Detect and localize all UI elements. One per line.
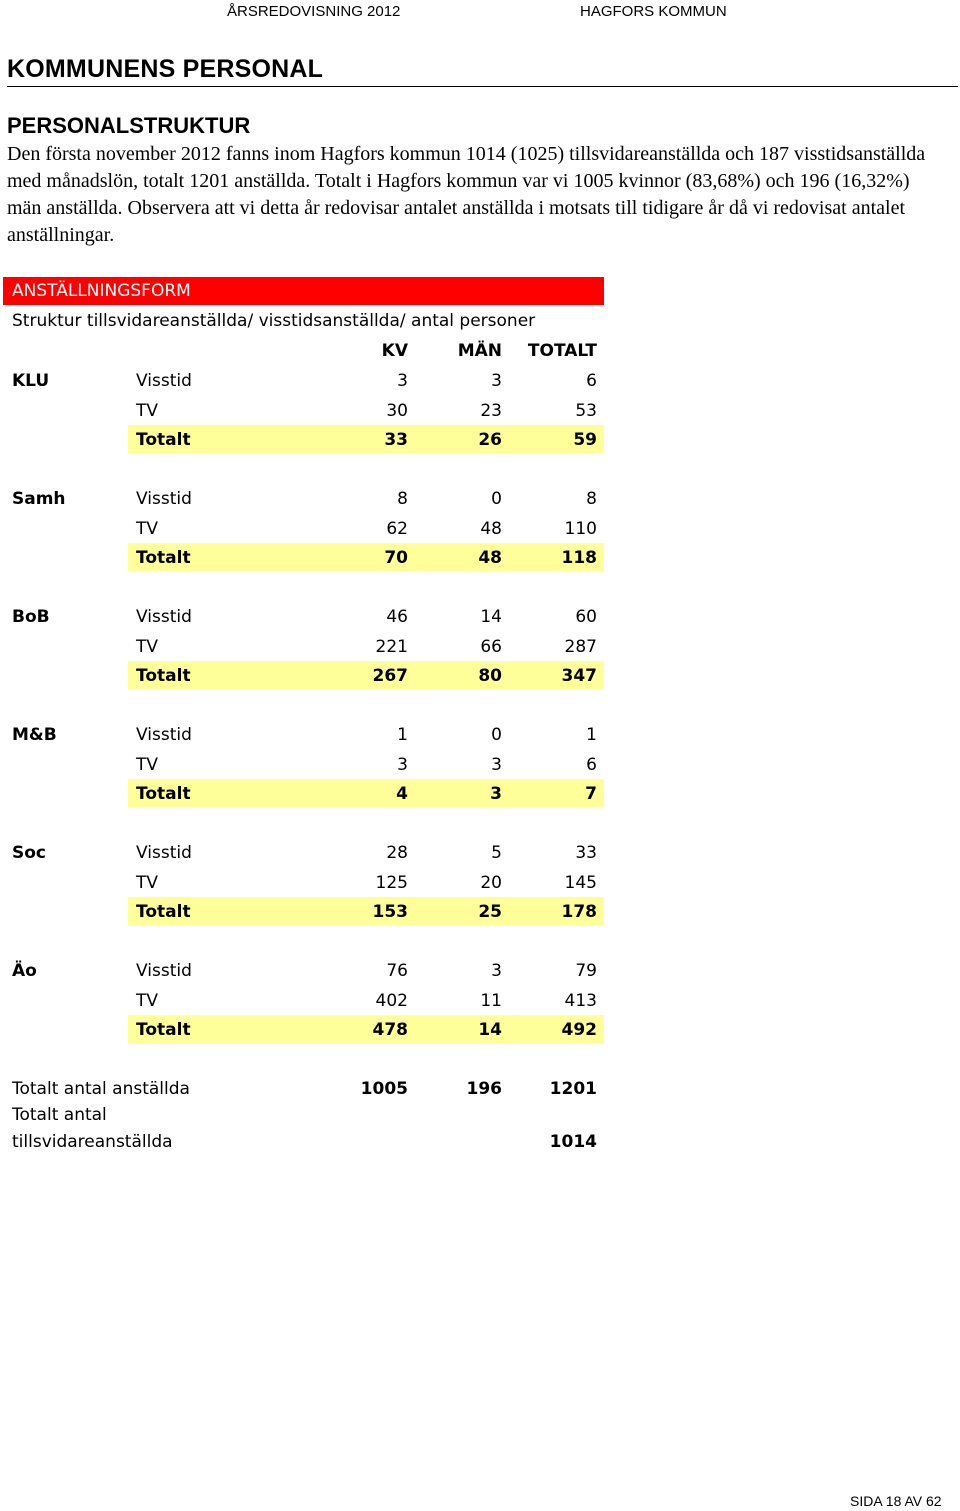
cell-kv: 125 [375,872,408,893]
cell-kv: 46 [386,607,408,627]
row-label: Visstid [136,489,192,509]
summary-tv-total: 1014 [549,1132,597,1152]
cell-man: 5 [491,843,502,863]
cell-man: 48 [478,548,502,568]
cell-total: 1 [586,725,597,745]
cell-kv: 3 [397,754,408,775]
row-label: Visstid [136,607,192,627]
table-subtitle: Struktur tillsvidareanställda/ visstidsanställda/ antal personer [12,311,536,331]
cell-kv: 76 [386,961,408,981]
cell-kv: 62 [386,518,408,539]
cell-total: 6 [586,371,597,391]
cell-man: 80 [478,666,502,686]
column-header: TOTALT [527,341,597,361]
cell-total: 110 [564,518,597,539]
cell-kv: 402 [375,990,408,1011]
cell-kv: 221 [375,636,408,657]
cell-kv: 153 [372,902,408,922]
row-label: Visstid [136,961,192,981]
cell-man: 14 [480,607,502,627]
cell-total: 59 [573,430,597,450]
cell-total: 145 [564,872,597,893]
row-label: TV [136,754,159,775]
cell-total: 79 [575,961,597,981]
page-number: SIDA 18 AV 62 [850,1493,942,1509]
department-label: Soc [12,843,46,863]
summary-tv-label-line1: Totalt antal [12,1105,107,1125]
cell-kv: 33 [384,430,408,450]
cell-total: 347 [561,666,597,686]
summary-total-all: 1201 [549,1079,597,1099]
column-header: MÄN [457,341,502,361]
summary-total-man: 196 [466,1079,502,1099]
cell-total: 178 [561,902,597,922]
cell-kv: 267 [372,666,408,686]
cell-kv: 3 [397,371,408,391]
cell-kv: 1 [397,725,408,745]
cell-total: 60 [575,607,597,627]
row-label: Totalt [136,548,191,568]
row-label: TV [136,872,159,893]
cell-kv: 70 [384,548,408,568]
row-label: Totalt [136,902,191,922]
cell-man: 26 [478,430,502,450]
cell-man: 3 [491,371,502,391]
cell-man: 0 [491,725,502,745]
cell-man: 25 [478,902,502,922]
row-label: TV [136,636,159,657]
cell-man: 3 [491,961,502,981]
cell-kv: 478 [372,1020,408,1040]
summary-tv-label-line2: tillsvidareanställda [12,1132,173,1152]
department-label: Samh [12,489,66,509]
cell-total: 413 [564,990,597,1011]
cell-total: 118 [561,548,597,568]
row-label: Visstid [136,371,192,391]
cell-man: 20 [480,872,502,893]
row-label: Totalt [136,784,191,804]
row-label: TV [136,400,159,421]
cell-total: 7 [585,784,597,804]
cell-kv: 30 [386,400,408,421]
row-label: Visstid [136,725,192,745]
summary-total-kv: 1005 [360,1079,408,1099]
cell-man: 66 [480,636,502,657]
cell-man: 11 [480,990,502,1011]
department-label: BoB [12,607,50,627]
table-title-bar [3,277,604,305]
row-label: Totalt [136,1020,191,1040]
row-label: TV [136,990,159,1011]
cell-man: 48 [480,518,502,539]
cell-man: 14 [478,1020,502,1040]
summary-total-label: Totalt antal anställda [12,1079,190,1099]
cell-kv: 4 [396,784,408,804]
department-label: M&B [12,725,57,745]
intro-paragraph: Den första november 2012 fanns inom Hagfors kommun 1014 (1025) tillsvidareanställda och 187 visstidsanställda med månadslön, totalt 1201 anställda. Totalt i Hagfors kommun var vi 1005 kvinnor (83,68%) och 196 (16,32%) män anställda. Observera att vi detta år redovisar antalet anställda i motsats till tidigare år då vi redovisat antalet anställningar. [7,143,926,246]
row-label: Visstid [136,843,192,863]
row-label: Totalt [136,430,191,450]
cell-total: 33 [575,843,597,863]
section-title: PERSONALSTRUKTUR [7,113,251,138]
column-header: KV [381,341,408,361]
cell-man: 3 [491,754,502,775]
table-title: ANSTÄLLNINGSFORM [12,281,191,301]
row-label: TV [136,518,159,539]
cell-kv: 8 [397,489,408,509]
page-title: KOMMUNENS PERSONAL [7,55,958,87]
cell-total: 287 [564,636,597,657]
header-document-title: ÅRSREDOVISNING 2012 [227,3,401,20]
cell-total: 6 [586,754,597,775]
cell-total: 8 [586,489,597,509]
header-organization: HAGFORS KOMMUN [580,3,727,20]
row-label: Totalt [136,666,191,686]
department-label: KLU [12,371,50,391]
cell-total: 492 [561,1020,597,1040]
cell-kv: 28 [386,843,408,863]
cell-man: 3 [490,784,502,804]
cell-man: 23 [480,400,502,421]
cell-total: 53 [575,400,597,421]
cell-man: 0 [491,489,502,509]
department-label: Äo [12,961,37,981]
